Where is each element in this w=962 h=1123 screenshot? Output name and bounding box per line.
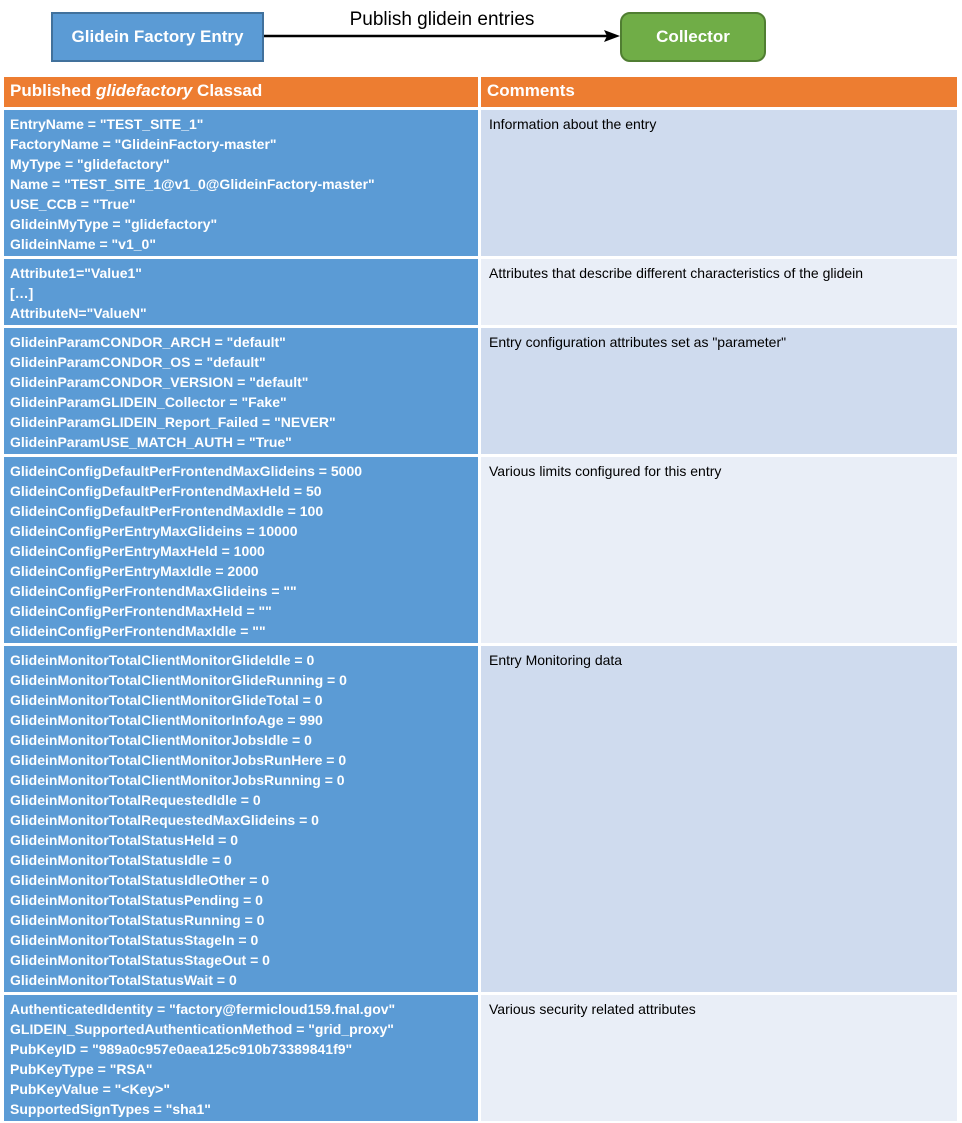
classad-attribute-line: FactoryName = "GlideinFactory-master" [10,136,277,152]
classad-attribute-line: GlideinMonitorTotalStatusHeld = 0 [10,832,239,848]
comment-cell [481,328,957,454]
classad-column-header [4,77,478,107]
table-body [4,110,957,1121]
classad-attribute-line: GlideinMonitorTotalClientMonitorInfoAge = 990 [10,712,323,728]
classad-attribute-line: GlideinMonitorTotalStatusIdle = 0 [10,852,232,868]
classad-attribute-line: GlideinMonitorTotalRequestedIdle = 0 [10,792,261,808]
classad-attribute-line: GlideinMonitorTotalStatusIdleOther = 0 [10,872,270,888]
classad-attribute-line: GlideinMonitorTotalClientMonitorGlideTotal = 0 [10,692,323,708]
classad-attribute-line: GlideinParamCONDOR_OS = "default" [10,354,266,370]
comment-text: Entry configuration attributes set as "parameter" [489,334,787,350]
classad-attribute-line: MyType = "glidefactory" [10,156,170,172]
classad-attribute-line: GlideinMonitorTotalClientMonitorJobsRunning = 0 [10,772,345,788]
classad-attribute-line: PubKeyValue = "<Key>" [10,1081,170,1097]
comment-cell [481,646,957,992]
classad-header-prefix: Published [10,81,96,100]
table-row [4,328,957,454]
comment-text: Various limits configured for this entry [489,463,722,479]
table-header-row [4,77,957,107]
classad-attribute-line: GlideinConfigDefaultPerFrontendMaxGlideins = 5000 [10,463,363,479]
classad-attribute-line: GlideinConfigPerEntryMaxIdle = 2000 [10,563,259,579]
classad-attribute-line: Name = "TEST_SITE_1@v1_0@GlideinFactory-master" [10,176,375,192]
table-row [4,259,957,325]
classad-attributes-cell [4,110,478,256]
classad-attribute-line: GlideinParamGLIDEIN_Report_Failed = "NEVER" [10,414,336,430]
classad-attributes-cell [4,646,478,992]
classad-attribute-line: SupportedSignTypes = "sha1" [10,1101,211,1117]
classad-attribute-line: […] [10,285,34,301]
classad-header-suffix: Classad [192,81,263,100]
comment-cell [481,259,957,325]
classad-attribute-line: GlideinParamUSE_MATCH_AUTH = "True" [10,434,292,450]
classad-attribute-line: GlideinMonitorTotalStatusStageOut = 0 [10,952,270,968]
comment-cell [481,457,957,643]
glidein-factory-entry-node [51,12,264,62]
comment-text: Entry Monitoring data [489,652,623,668]
classad-attribute-line: GlideinName = "v1_0" [10,236,156,252]
classad-attribute-line: GlideinConfigPerFrontendMaxIdle = "" [10,623,266,639]
classad-attribute-line: GlideinConfigDefaultPerFrontendMaxHeld = 50 [10,483,322,499]
table-row [4,646,957,992]
classad-attribute-line: AuthenticatedIdentity = "factory@fermicloud159.fnal.gov" [10,1001,396,1017]
classad-attribute-line: EntryName = "TEST_SITE_1" [10,116,204,132]
classad-attribute-line: PubKeyType = "RSA" [10,1061,153,1077]
classad-attribute-line: GlideinMonitorTotalClientMonitorJobsRunHere = 0 [10,752,347,768]
comment-cell [481,995,957,1121]
classad-attribute-line: AttributeN="ValueN" [10,305,147,321]
classad-attributes-cell [4,259,478,325]
classad-table [4,77,957,1121]
classad-attribute-line: USE_CCB = "True" [10,196,136,212]
classad-attribute-line: GlideinConfigPerFrontendMaxGlideins = "" [10,583,297,599]
classad-attribute-line: GlideinMyType = "glidefactory" [10,216,218,232]
classad-attributes-cell [4,328,478,454]
classad-attribute-line: GlideinMonitorTotalStatusStageIn = 0 [10,932,259,948]
collector-label: Collector [656,27,730,46]
comments-column-header: Comments [481,77,957,107]
classad-attribute-line: GlideinMonitorTotalStatusRunning = 0 [10,912,265,928]
publish-arrow [264,26,620,46]
classad-attribute-line: GlideinMonitorTotalClientMonitorGlideIdle = 0 [10,652,315,668]
classad-attribute-line: GlideinParamCONDOR_VERSION = "default" [10,374,309,390]
comment-text: Attributes that describe different characteristics of the glidein [489,265,864,281]
publish-edge-label: Publish glidein entries [349,9,535,30]
classad-attribute-line: GlideinParamCONDOR_ARCH = "default" [10,334,286,350]
classad-attribute-line: GlideinConfigPerEntryMaxHeld = 1000 [10,543,265,559]
classad-attribute-line: PubKeyID = "989a0c957e0aea125c910b73389841f9" [10,1041,353,1057]
table-row [4,995,957,1121]
glidein-factory-entry-label: Glidein Factory Entry [71,27,244,46]
classad-attribute-line: GlideinMonitorTotalStatusPending = 0 [10,892,263,908]
classad-attribute-line: GlideinMonitorTotalClientMonitorJobsIdle = 0 [10,732,312,748]
comment-text: Information about the entry [489,116,657,132]
table-row [4,110,957,256]
comment-text: Various security related attributes [489,1001,696,1017]
classad-attribute-line: GLIDEIN_SupportedAuthenticationMethod = "grid_proxy" [10,1021,394,1037]
classad-attribute-line: GlideinConfigPerFrontendMaxHeld = "" [10,603,272,619]
table-row [4,457,957,643]
comment-cell [481,110,957,256]
classad-attributes-cell [4,995,478,1121]
classad-attributes-cell [4,457,478,643]
classad-attribute-line: GlideinConfigPerEntryMaxGlideins = 10000 [10,523,298,539]
classad-attribute-line: GlideinMonitorTotalRequestedMaxGlideins = 0 [10,812,319,828]
classad-attribute-line: Attribute1="Value1" [10,265,142,281]
classad-attribute-line: GlideinConfigDefaultPerFrontendMaxIdle = 100 [10,503,324,519]
collector-node [620,12,766,62]
classad-attribute-line: GlideinMonitorTotalClientMonitorGlideRunning = 0 [10,672,347,688]
classad-attribute-line: GlideinParamGLIDEIN_Collector = "Fake" [10,394,287,410]
classad-attribute-line: GlideinMonitorTotalStatusWait = 0 [10,972,237,988]
classad-header-italic: glidefactory [95,81,193,100]
